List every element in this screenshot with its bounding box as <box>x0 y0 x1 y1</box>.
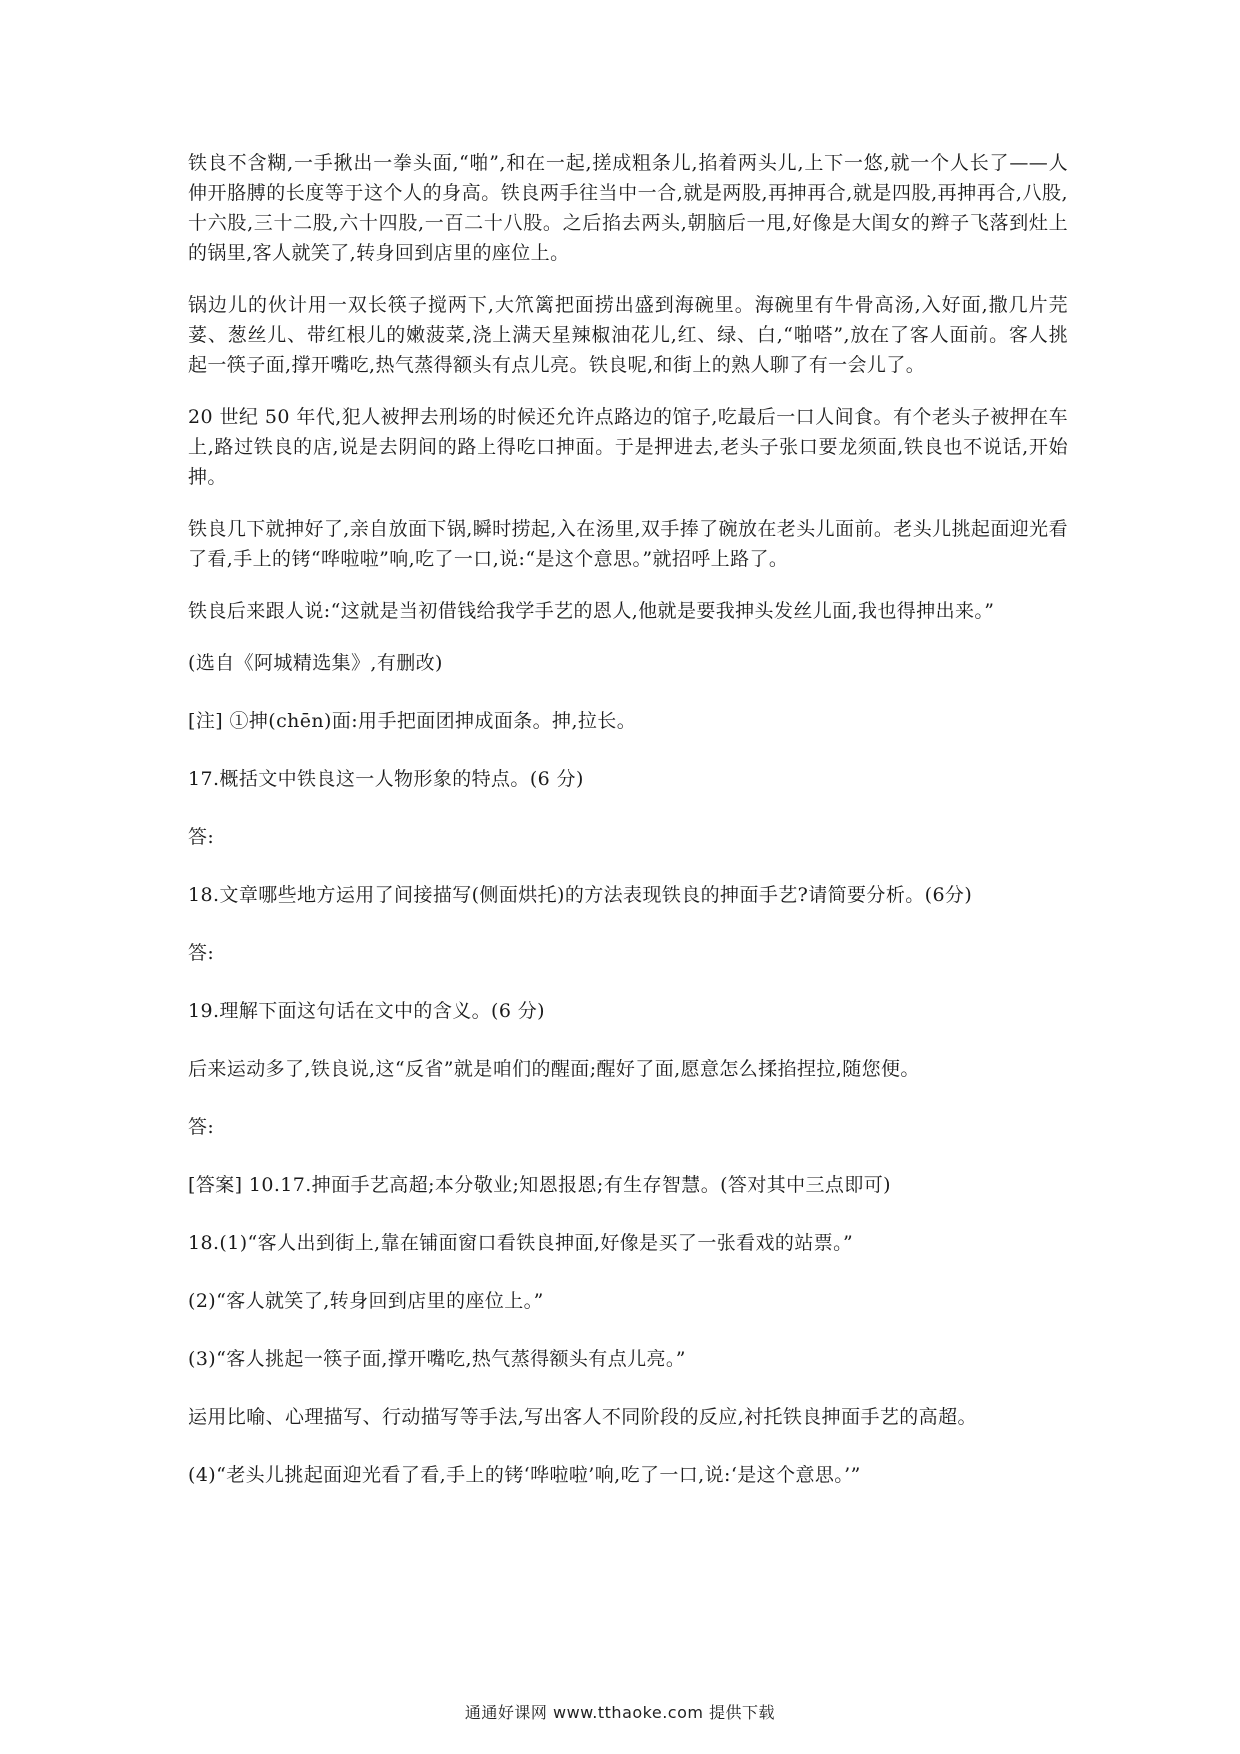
paragraph-noodle-pulling: 铁良不含糊,一手揪出一拳头面,“啪”,和在一起,搓成粗条儿,掐着两头儿,上下一悠,就一个人长了——人伸开胳膊的长度等于这个人的身高。铁良两手往当中一合,就是两股,再抻再合,就是四股,再抻再合,八股,十六股,三十二股,六十四股,一百二十八股。之后掐去两头,朝脑后一甩,好像是大闺女的辫子飞落到灶上的锅里,客人就笑了,转身回到店里的座位上。 <box>188 152 1068 264</box>
document-page <box>188 148 1068 1518</box>
question-19: 19.理解下面这句话在文中的含义。(6 分) <box>188 1000 545 1022</box>
answer-key-18-1: 18.(1)“客人出到街上,靠在铺面窗口看铁良抻面,好像是买了一张看戏的站票。” <box>188 1232 854 1254</box>
paragraph-serving: 锅边儿的伙计用一双长筷子搅两下,大笊篱把面捞出盛到海碗里。海碗里有牛骨高汤,入好面,撒几片芫荽、葱丝儿、带红根儿的嫩菠菜,浇上满天星辣椒油花儿,红、绿、白,“啪嗒”,放在了客人面前。客人挑起一筷子面,撑开嘴吃,热气蒸得额头有点儿亮。铁良呢,和街上的熟人聊了有一会儿了。 <box>188 294 1068 376</box>
paragraph-old-man: 铁良几下就抻好了,亲自放面下锅,瞬时捞起,入在汤里,双手捧了碗放在老头儿面前。老头儿挑起面迎光看了看,手上的铐“哗啦啦”响,吃了一口,说:“是这个意思。”就招呼上路了。 <box>188 518 1068 570</box>
answer-key-18-2: (2)“客人就笑了,转身回到店里的座位上。” <box>188 1290 544 1312</box>
question-18: 18.文章哪些地方运用了间接描写(侧面烘托)的方法表现铁良的抻面手艺?请简要分析。(6分) <box>188 884 973 906</box>
source-citation: (选自《阿城精选集》,有删改) <box>188 652 443 674</box>
question-19-quote: 后来运动多了,铁良说,这“反省”就是咱们的醒面;醒好了面,愿意怎么揉掐捏拉,随您便。 <box>188 1058 920 1080</box>
answer-key-18-4: (4)“老头儿挑起面迎光看了看,手上的铐‘哗啦啦’响,吃了一口,说:‘是这个意思。’” <box>188 1464 861 1486</box>
answer-label-19: 答: <box>188 1116 215 1138</box>
answer-key-18-analysis: 运用比喻、心理描写、行动描写等手法,写出客人不同阶段的反应,衬托铁良抻面手艺的高超。 <box>188 1406 977 1428</box>
answer-label-17: 答: <box>188 826 215 848</box>
footer-watermark: 通通好课网 www.tthaoke.com 提供下载 <box>464 1703 776 1722</box>
paragraph-benefactor: 铁良后来跟人说:“这就是当初借钱给我学手艺的恩人,他就是要我抻头发丝儿面,我也得抻出来。” <box>188 600 995 622</box>
answer-key-17: [答案] 10.17.抻面手艺高超;本分敬业;知恩报恩;有生存智慧。(答对其中三点即可) <box>188 1174 891 1196</box>
footnote: [注] ①抻(chēn)面:用手把面团抻成面条。抻,拉长。 <box>188 710 637 732</box>
paragraph-1950s: 20 世纪 50 年代,犯人被押去刑场的时候还允许点路边的馆子,吃最后一口人间食。有个老头子被押在车上,路过铁良的店,说是去阴间的路上得吃口抻面。于是押进去,老头子张口要龙须面,铁良也不说话,开始抻。 <box>188 406 1068 488</box>
answer-label-18: 答: <box>188 942 215 964</box>
question-17: 17.概括文中铁良这一人物形象的特点。(6 分) <box>188 768 584 790</box>
answer-key-18-3: (3)“客人挑起一筷子面,撑开嘴吃,热气蒸得额头有点儿亮。” <box>188 1348 686 1370</box>
